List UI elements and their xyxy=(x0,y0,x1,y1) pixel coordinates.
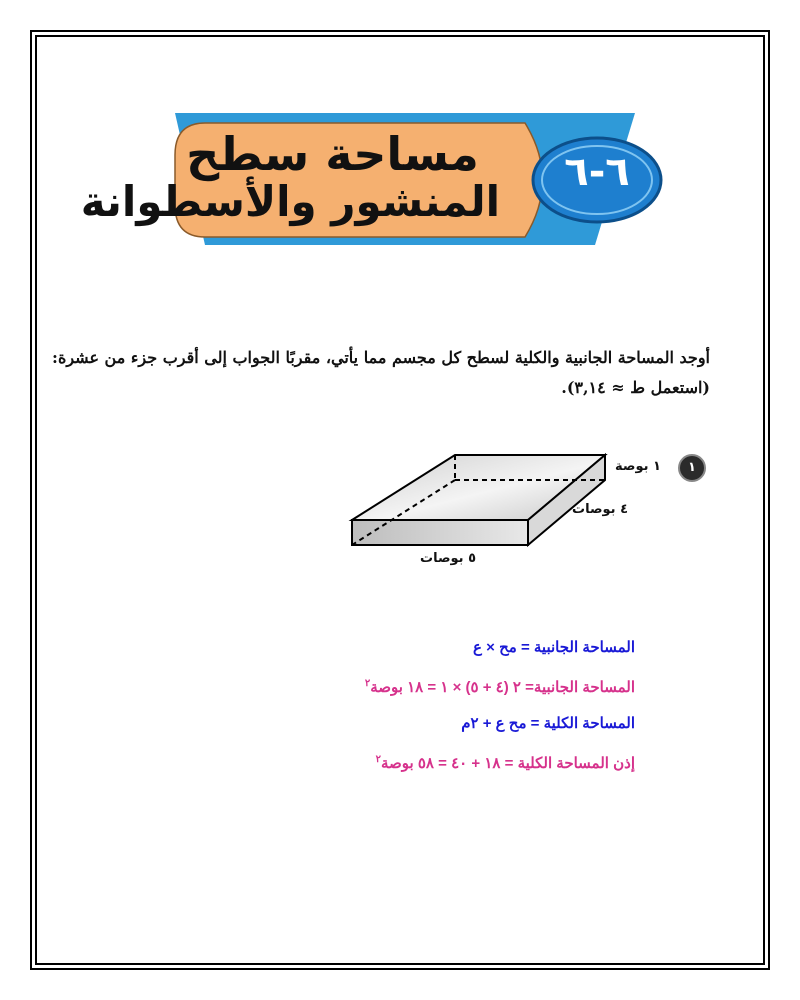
solution-line4 xyxy=(155,742,635,782)
solution-line4-text: إذن المساحة الكلية = ١٨ + ٤٠ = ٥٨ بوصة xyxy=(381,755,635,772)
problem-number-badge: ١ xyxy=(678,454,706,482)
solution-block xyxy=(155,630,635,782)
solution-line3: المساحة الكلية = مح ع + ٢م xyxy=(461,715,635,732)
instructions xyxy=(52,343,710,403)
lesson-number: ٦-٦ xyxy=(564,149,630,195)
solution-line4-exponent: ٢ xyxy=(375,754,381,765)
prism-front-face xyxy=(352,520,528,545)
solution-line2 xyxy=(155,666,635,706)
solution-line1: المساحة الجانبية = مح × ع xyxy=(473,639,635,656)
dimension-length-label: ٥ بوصات xyxy=(420,551,477,566)
lesson-title-line1: مساحة سطح xyxy=(186,127,479,181)
solution-line2-text: المساحة الجانبية= ٢ (٤ + ٥) × ١ = ١٨ بوصة xyxy=(370,679,635,696)
dimension-width-label: ٤ بوصات xyxy=(572,502,629,517)
instructions-line1: أوجد المساحة الجانبية والكلية لسطح كل مجسم مما يأتي، مقربًا الجواب إلى أقرب جزء من عشرة: xyxy=(52,348,710,367)
instructions-line2: (استعمل ط ≈ ٣,١٤). xyxy=(561,378,710,397)
lesson-title-line2: المنشور والأسطوانة xyxy=(80,177,500,226)
lesson-banner xyxy=(80,105,685,260)
prism-figure xyxy=(340,445,680,580)
solution-line2-exponent: ٢ xyxy=(364,678,371,689)
dimension-height-label: ١ بوصة xyxy=(615,459,661,474)
